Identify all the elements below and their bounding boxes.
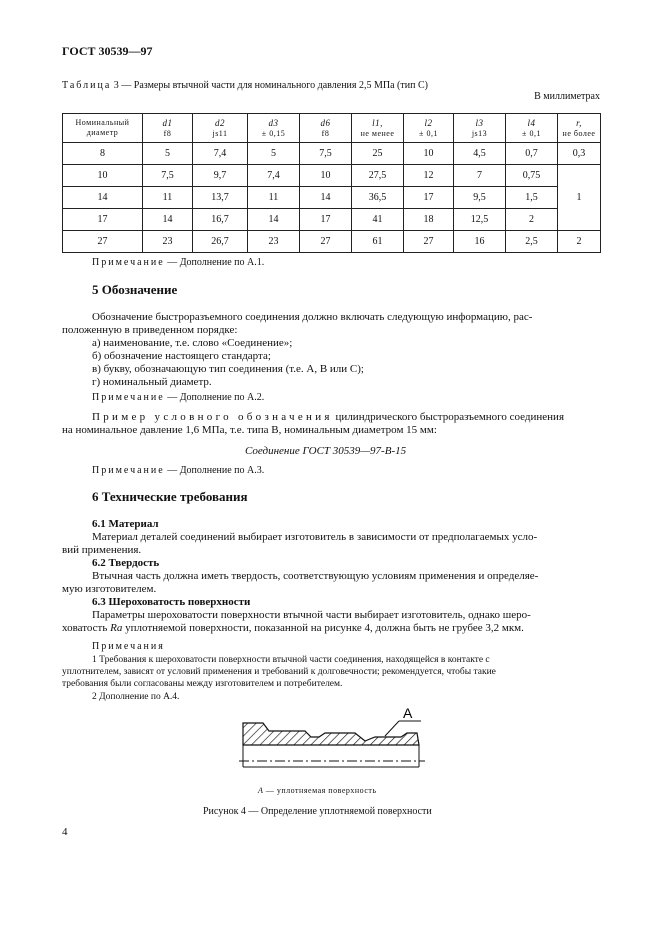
- table-units: В миллиметрах: [534, 91, 600, 102]
- table-cell: 10: [404, 143, 454, 165]
- subsection-6-1-title: 6.1 Материал: [92, 518, 159, 530]
- note-line: уплотнителем, зависят от условий применения и требований к долговечности; рекомендуется, чтобы такие: [62, 667, 496, 677]
- col-header-d2: d2 js11: [193, 114, 248, 143]
- table-cell: 2,5: [506, 231, 558, 253]
- table-cell: 61: [352, 231, 404, 253]
- text-line: ховатость Ra уплотняемой поверхности, показанной на рисунке 4, должна быть не грубее 3,2 мкм.: [62, 622, 524, 634]
- col-header-d1: d1 f8: [143, 114, 193, 143]
- text-line: Параметры шероховатости поверхности втычной части выбирает изготовитель, однако шеро-: [92, 609, 531, 621]
- text-line: Материал деталей соединений выбирает изготовитель в зависимости от предполагаемых усло-: [92, 531, 538, 543]
- table-cell: 14: [143, 209, 193, 231]
- table-caption: [62, 80, 428, 91]
- table-cell: 0,3: [558, 143, 601, 165]
- section-5-intro: [92, 311, 612, 324]
- figure-caption: Рисунок 4 — Определение уплотняемой поверхности: [203, 806, 432, 817]
- table-cell: 7,5: [300, 143, 352, 165]
- table-cell: 1,5: [506, 187, 558, 209]
- table-cell: 27,5: [352, 165, 404, 187]
- table-cell: 7,4: [193, 143, 248, 165]
- note-line: требования были согласованы между изготовителем и потребителем.: [62, 679, 343, 689]
- table-cell-merged: 1: [558, 165, 601, 231]
- note-a2: [92, 392, 264, 403]
- table-cell: 27: [404, 231, 454, 253]
- section-5-title: 5 Обозначение: [92, 282, 178, 297]
- text-line: Обозначение быстроразъемного соединения должно включать следующую информацию, рас-: [92, 311, 533, 323]
- section-6-title: 6 Технические требования: [92, 489, 248, 504]
- col-header-d3: d3 ± 0,15: [248, 114, 300, 143]
- text-line: Втычная часть должна иметь твердость, соответствующую условиям применения и определяе-: [92, 570, 539, 582]
- text-line: вий применения.: [62, 544, 142, 556]
- table-cell: 2: [558, 231, 601, 253]
- note-line: 2 Дополнение по А.4.: [92, 692, 180, 702]
- leader-line: [385, 721, 399, 736]
- note-label: Примечание: [92, 392, 165, 403]
- table-cell: 14: [300, 187, 352, 209]
- note-a3: [92, 465, 264, 476]
- table-header-row: [63, 114, 601, 143]
- example-text: цилиндрического быстроразъемного соединения: [335, 411, 565, 423]
- note-text: — Дополнение по А.3.: [167, 465, 265, 476]
- table-caption-label: Таблица: [62, 80, 112, 91]
- table-row: [63, 231, 601, 253]
- marker-label: A: [403, 705, 413, 721]
- table-cell: 7,5: [143, 165, 193, 187]
- note-label: Примечание: [92, 257, 165, 268]
- table-cell: 8: [63, 143, 143, 165]
- col-header-l1: l1, не менее: [352, 114, 404, 143]
- table-cell: 7: [454, 165, 506, 187]
- table-cell: 17: [63, 209, 143, 231]
- example-label: Пример условного обозначения: [92, 411, 333, 423]
- table-cell: 17: [404, 187, 454, 209]
- document-header: ГОСТ 30539—97: [62, 44, 153, 58]
- list-item: б) обозначение настоящего стандарта;: [92, 350, 271, 362]
- table-cell: 5: [143, 143, 193, 165]
- plug-section: [243, 723, 419, 745]
- table-cell: 13,7: [193, 187, 248, 209]
- list-item: а) наименование, т.е. слово «Соединение»;: [92, 337, 293, 349]
- note-label: Примечание: [92, 465, 165, 476]
- page-number: 4: [62, 826, 68, 838]
- col-header-l3: l3 js13: [454, 114, 506, 143]
- designation-list: [92, 337, 364, 389]
- subsection-6-2-title: 6.2 Твердость: [92, 557, 160, 569]
- table-cell: 12: [404, 165, 454, 187]
- table-cell: 5: [248, 143, 300, 165]
- table-cell: 14: [248, 209, 300, 231]
- table-cell: 0,75: [506, 165, 558, 187]
- col-header-l2: l2 ± 0,1: [404, 114, 454, 143]
- table-cell: 14: [63, 187, 143, 209]
- table-cell: 4,5: [454, 143, 506, 165]
- note-line: 1 Требования к шероховатости поверхности втычной части соединения, находящейся в контакте с: [92, 655, 490, 665]
- ra-symbol: Ra: [110, 622, 123, 634]
- table-caption-text: 3 — Размеры втычной части для номинального давления 2,5 МПа (тип С): [113, 80, 428, 91]
- table-cell: 10: [63, 165, 143, 187]
- figure-legend: А — уплотняемая поверхность: [258, 786, 377, 795]
- note-text: — Дополнение по А.1.: [167, 257, 265, 268]
- designation-example: Соединение ГОСТ 30539—97-В-15: [245, 445, 407, 457]
- table-cell: 11: [248, 187, 300, 209]
- list-item: г) номинальный диаметр.: [92, 376, 212, 388]
- example-line: [92, 411, 564, 424]
- dimensions-table: [62, 113, 601, 253]
- col-header-r: r, не более: [558, 114, 601, 143]
- table-cell: 18: [404, 209, 454, 231]
- note-a1: [92, 257, 264, 268]
- text-line: мую изготовителем.: [62, 583, 157, 595]
- note-text: — Дополнение по А.2.: [167, 392, 265, 403]
- table-cell: 12,5: [454, 209, 506, 231]
- table-cell: 16: [454, 231, 506, 253]
- table-row: [63, 209, 601, 231]
- table-cell: 11: [143, 187, 193, 209]
- table-cell: 27: [63, 231, 143, 253]
- table-cell: 23: [143, 231, 193, 253]
- table-cell: 26,7: [193, 231, 248, 253]
- figure-4-drawing: [225, 703, 435, 775]
- col-header-d6: d6 f8: [300, 114, 352, 143]
- table-cell: 27: [300, 231, 352, 253]
- table-cell: 16,7: [193, 209, 248, 231]
- table-cell: 10: [300, 165, 352, 187]
- table-row: [63, 165, 601, 187]
- subsection-6-3-title: 6.3 Шероховатость поверхности: [92, 596, 251, 608]
- table-cell: 41: [352, 209, 404, 231]
- text-line: положенную в приведенном порядке:: [62, 324, 238, 336]
- col-header-diameter: Номинальный диаметр: [63, 114, 143, 143]
- table-cell: 9,7: [193, 165, 248, 187]
- table-cell: 0,7: [506, 143, 558, 165]
- table-cell: 23: [248, 231, 300, 253]
- table-cell: 17: [300, 209, 352, 231]
- table-row: [63, 143, 601, 165]
- table-cell: 7,4: [248, 165, 300, 187]
- table-row: [63, 187, 601, 209]
- table-cell: 9,5: [454, 187, 506, 209]
- list-item: в) букву, обозначающую тип соединения (т.е. А, В или С);: [92, 363, 364, 375]
- notes-label: Примечания: [92, 641, 165, 652]
- table-cell: 36,5: [352, 187, 404, 209]
- col-header-l4: l4 ± 0,1: [506, 114, 558, 143]
- text-line: на номинальное давление 1,6 МПа, т.е. типа В, номинальным диаметром 15 мм:: [62, 424, 437, 436]
- table-cell: 25: [352, 143, 404, 165]
- table-cell: 2: [506, 209, 558, 231]
